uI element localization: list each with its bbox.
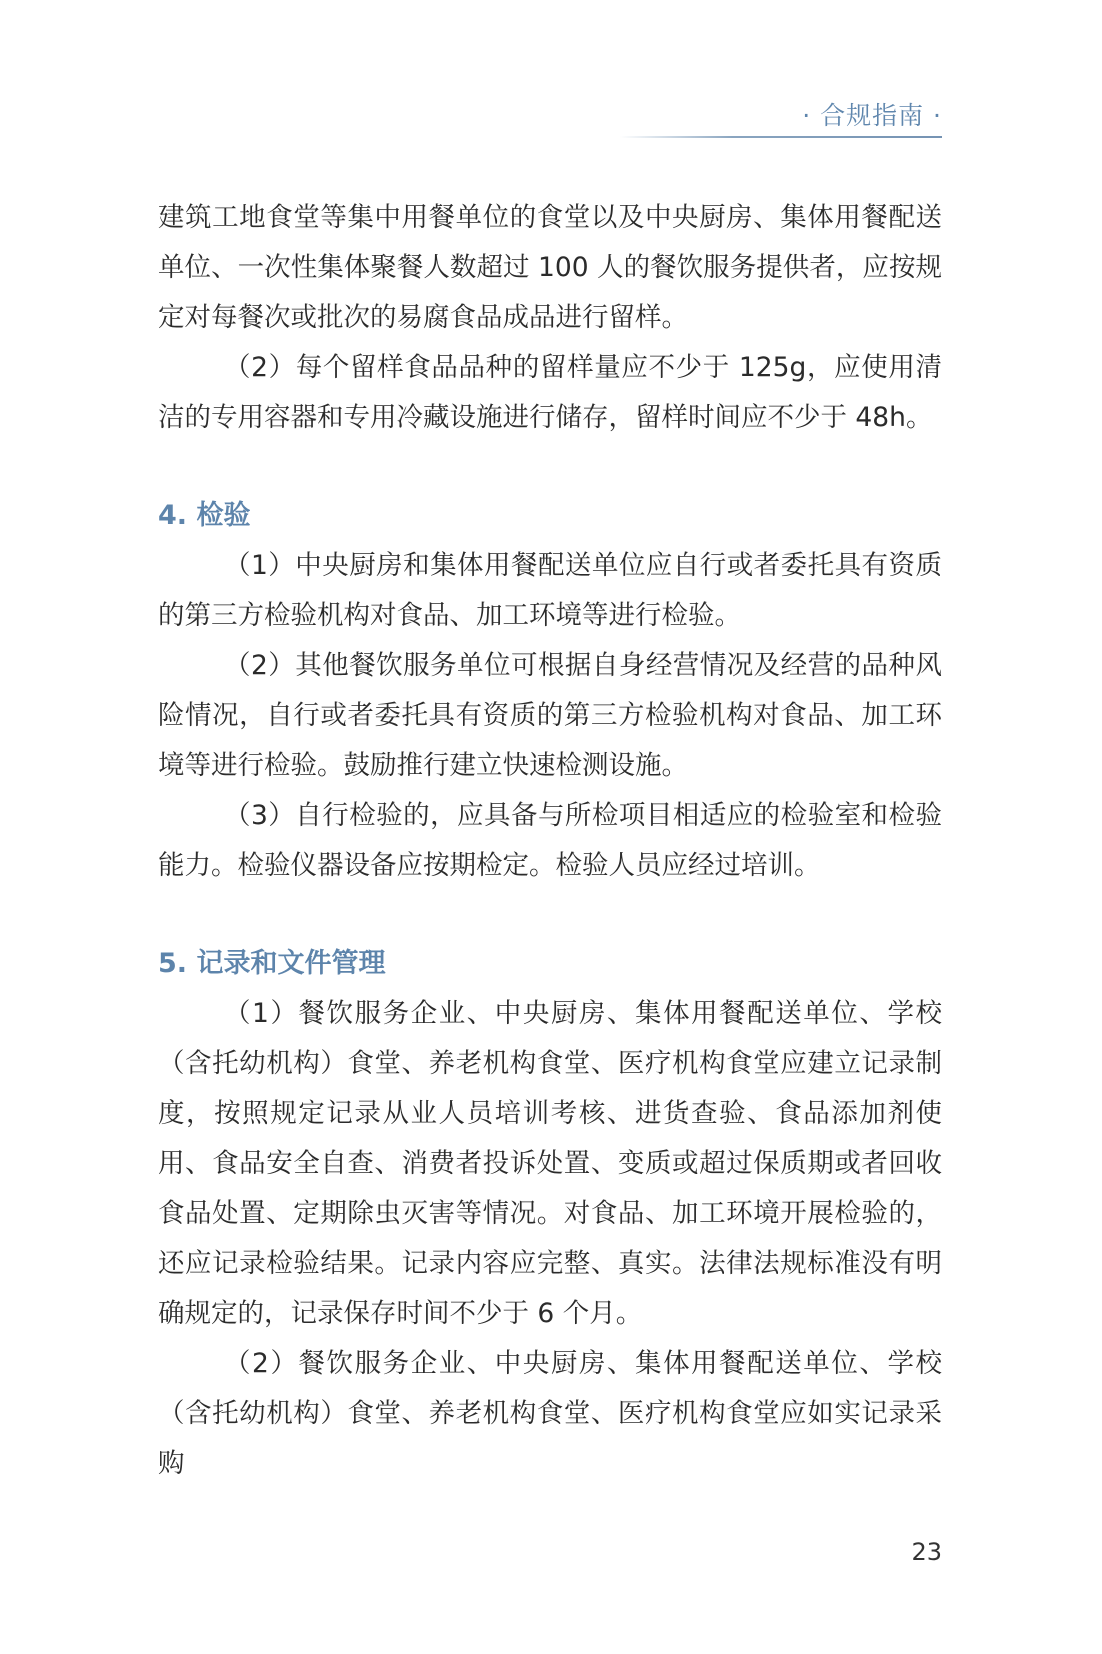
header-rule — [620, 136, 942, 138]
section-4-title: 4. 检验 — [158, 500, 251, 531]
section-4-item-3: （3）自行检验的，应具备与所检项目相适应的检验室和检验能力。检验仪器设备应按期检定。检验人员应经过培训。 — [158, 800, 942, 881]
section-4-item-2: （2）其他餐饮服务单位可根据自身经营情况及经营的品种风险情况，自行或者委托具有资质的第三方检验机构对食品、加工环境等进行检验。鼓励推行建立快速检测设施。 — [158, 650, 942, 781]
paragraph-sample-2: （2）每个留样食品品种的留样量应不少于 125g，应使用清洁的专用容器和专用冷藏设施进行储存，留样时间应不少于 48h。 — [158, 352, 942, 433]
page-body — [158, 193, 942, 1489]
section-5-item-2: （2）餐饮服务企业、中央厨房、集体用餐配送单位、学校（含托幼机构）食堂、养老机构食堂、医疗机构食堂应如实记录采购 — [158, 1348, 942, 1479]
running-header — [620, 96, 942, 140]
section-4-item-1: （1）中央厨房和集体用餐配送单位应自行或者委托具有资质的第三方检验机构对食品、加工环境等进行检验。 — [158, 550, 942, 631]
paragraph-intro: 建筑工地食堂等集中用餐单位的食堂以及中央厨房、集体用餐配送单位、一次性集体聚餐人数超过 100 人的餐饮服务提供者，应按规定对每餐次或批次的易腐食品成品进行留样。 — [158, 202, 942, 333]
page-number: 23 — [911, 1538, 942, 1566]
header-title: · 合规指南 · — [802, 101, 942, 130]
section-5-title: 5. 记录和文件管理 — [158, 948, 386, 979]
section-5-item-1: （1）餐饮服务企业、中央厨房、集体用餐配送单位、学校（含托幼机构）食堂、养老机构食堂、医疗机构食堂应建立记录制度，按照规定记录从业人员培训考核、进货查验、食品添加剂使用、食品安全自查、消费者投诉处置、变质或超过保质期或者回收食品处置、定期除虫灭害等情况。对食品、加工环境开展检验的，还应记录检验结果。记录内容应完整、真实。法律法规标准没有明确规定的，记录保存时间不少于 6 个月。 — [158, 998, 942, 1329]
